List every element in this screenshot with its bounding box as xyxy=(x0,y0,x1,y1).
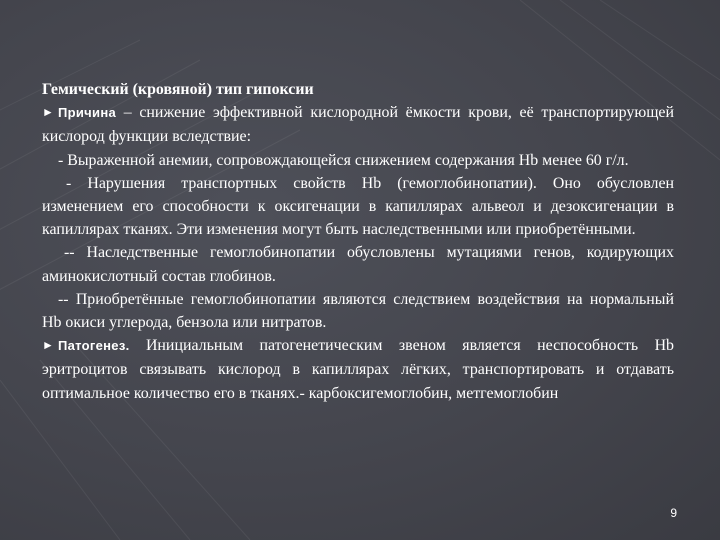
arrow-bullet-icon: ► xyxy=(42,338,54,353)
item-acquired-hemoglobinopathies: -- Приобретённые гемоглобинопатии являются следствием воздействия на нормальный Hb окиси углерода, бензола или нитратов. xyxy=(42,290,674,332)
pathogenesis-label: Патогенез. xyxy=(58,338,130,354)
cause-label: Причина xyxy=(58,105,116,121)
arrow-bullet-icon: ► xyxy=(42,105,54,120)
bullet-cause xyxy=(42,101,674,148)
item-hereditary-hemoglobinopathies: -- Наследственные гемоглобинопатии обусловлены мутациями генов, кодирующих аминокислотный состав глобинов. xyxy=(42,244,674,285)
slide-text-box xyxy=(42,78,674,405)
cause-text: – снижение эффективной кислородной ёмкости крови, её транспортирующей кислород функции вследствие: xyxy=(42,104,674,146)
bullet-pathogenesis xyxy=(42,334,674,405)
page-number: 9 xyxy=(670,506,677,520)
item-transport-disorder: - Нарушения транспортных свойств Hb (гемоглобинопатии). Оно обусловлен изменением его способности к оксигенации в капиллярах альвеол и дезоксигенации в капиллярах тканях. Эти изменения могут быть наследственными или приобретёнными. xyxy=(42,174,674,239)
item-anemia: - Выраженной анемии, сопровождающейся снижением содержания Hb менее 60 г/л. xyxy=(58,151,629,169)
pathogenesis-text: Инициальным патогенетическим звеном является неспособность Hb эритроцитов связывать кислород в капиллярах лёгких, транспортировать и отдавать оптимальное количество его в тканях.- карбоксигемоглобин, метгемоглобин xyxy=(42,337,674,402)
slide-title: Гемический (кровяной) тип гипоксии xyxy=(42,81,314,98)
